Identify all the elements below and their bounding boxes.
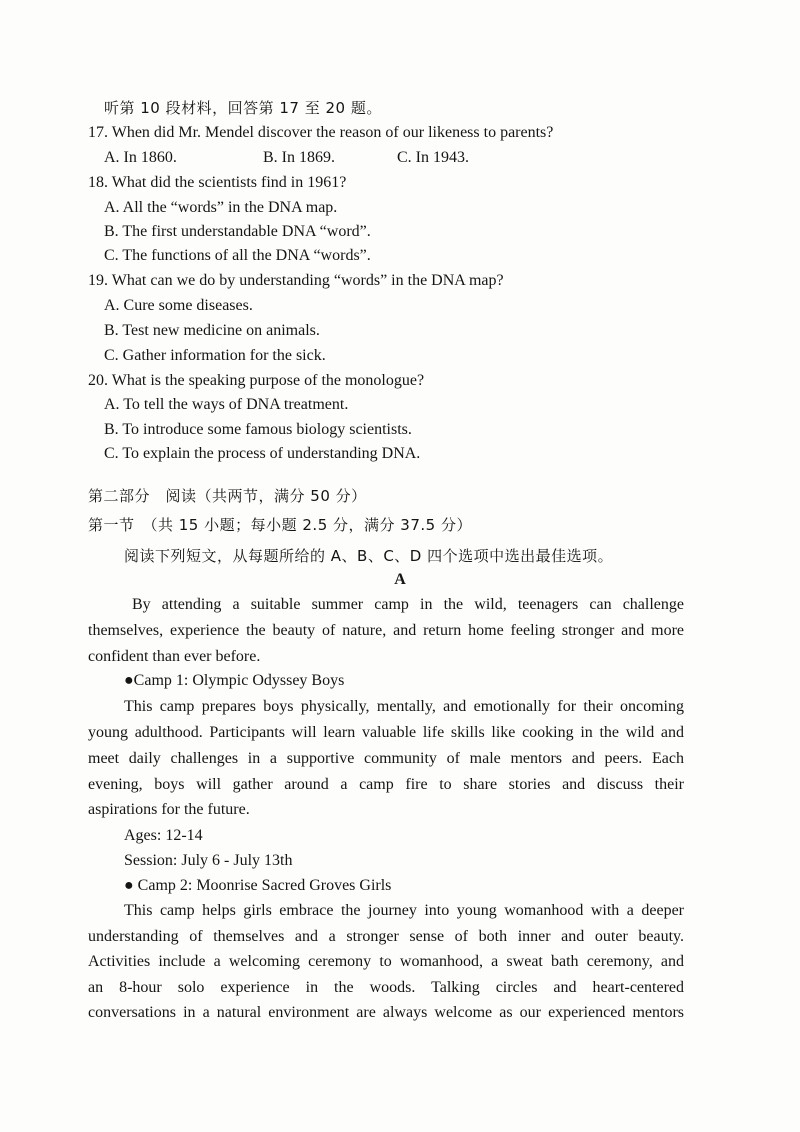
q20-option-b: B. To introduce some famous biology scientists. [104, 421, 412, 438]
camp2-line-4: an 8-hour solo experience in the woods. Talking circles and heart-centered [88, 979, 684, 996]
intro-line-3: confident than ever before. [88, 648, 261, 665]
question-17: 17. When did Mr. Mendel discover the reason of our likeness to parents? [88, 124, 554, 141]
camp1-line-5: aspirations for the future. [88, 801, 250, 818]
camp1-line-1: This camp prepares boys physically, mentally, and emotionally for their oncoming [124, 698, 684, 715]
q17-option-a: A. In 1860. [104, 149, 177, 166]
reading-instruction: 阅读下列短文，从每题所给的 A、B、C、D 四个选项中选出最佳选项。 [124, 547, 614, 565]
camp2-line-3: Activities include a welcoming ceremony to womanhood, a sweat bath ceremony, and [88, 953, 684, 970]
reading-part-title: 第二部分 阅读（共两节，满分 50 分） [88, 487, 367, 505]
intro-line-1: By attending a suitable summer camp in the wild, teenagers can challenge [132, 596, 684, 613]
camp1-session: Session: July 6 - July 13th [124, 852, 293, 869]
q17-option-b: B. In 1869. [263, 149, 335, 166]
camp1-ages: Ages: 12-14 [124, 827, 203, 844]
camp1-line-2: young adulthood. Participants will learn valuable life skills like cooking in the wild and [88, 724, 684, 741]
q18-option-c: C. The functions of all the DNA “words”. [104, 247, 371, 264]
passage-letter: A [394, 571, 406, 588]
camp1-line-3: meet daily challenges in a supportive community of male mentors and peers. Each [88, 750, 684, 767]
intro-line-2: themselves, experience the beauty of nature, and return home feeling stronger and more [88, 622, 684, 639]
question-20: 20. What is the speaking purpose of the monologue? [88, 372, 425, 389]
q18-option-a: A. All the “words” in the DNA map. [104, 199, 338, 216]
camp2-line-2: understanding of themselves and a stronger sense of both inner and outer beauty. [88, 928, 684, 945]
q20-option-a: A. To tell the ways of DNA treatment. [104, 396, 349, 413]
listening-instruction: 听第 10 段材料，回答第 17 至 20 题。 [104, 99, 382, 117]
camp1-title: ●Camp 1: Olympic Odyssey Boys [124, 672, 345, 689]
q17-option-c: C. In 1943. [397, 149, 469, 166]
q19-option-a: A. Cure some diseases. [104, 297, 253, 314]
q20-option-c: C. To explain the process of understanding DNA. [104, 445, 421, 462]
question-19: 19. What can we do by understanding “words” in the DNA map? [88, 272, 504, 289]
camp2-title: ● Camp 2: Moonrise Sacred Groves Girls [124, 877, 392, 894]
q19-option-c: C. Gather information for the sick. [104, 347, 326, 364]
camp2-line-5: conversations in a natural environment are always welcome as our experienced mentors [88, 1004, 684, 1021]
q18-option-b: B. The first understandable DNA “word”. [104, 223, 371, 240]
reading-section-title: 第一节 （共 15 小题；每小题 2.5 分，满分 37.5 分） [88, 516, 472, 534]
camp2-line-1: This camp helps girls embrace the journey into young womanhood with a deeper [124, 902, 684, 919]
camp1-line-4: evening, boys will gather around a camp fire to share stories and discuss their [88, 776, 684, 793]
question-18: 18. What did the scientists find in 1961? [88, 174, 347, 191]
q19-option-b: B. Test new medicine on animals. [104, 322, 320, 339]
